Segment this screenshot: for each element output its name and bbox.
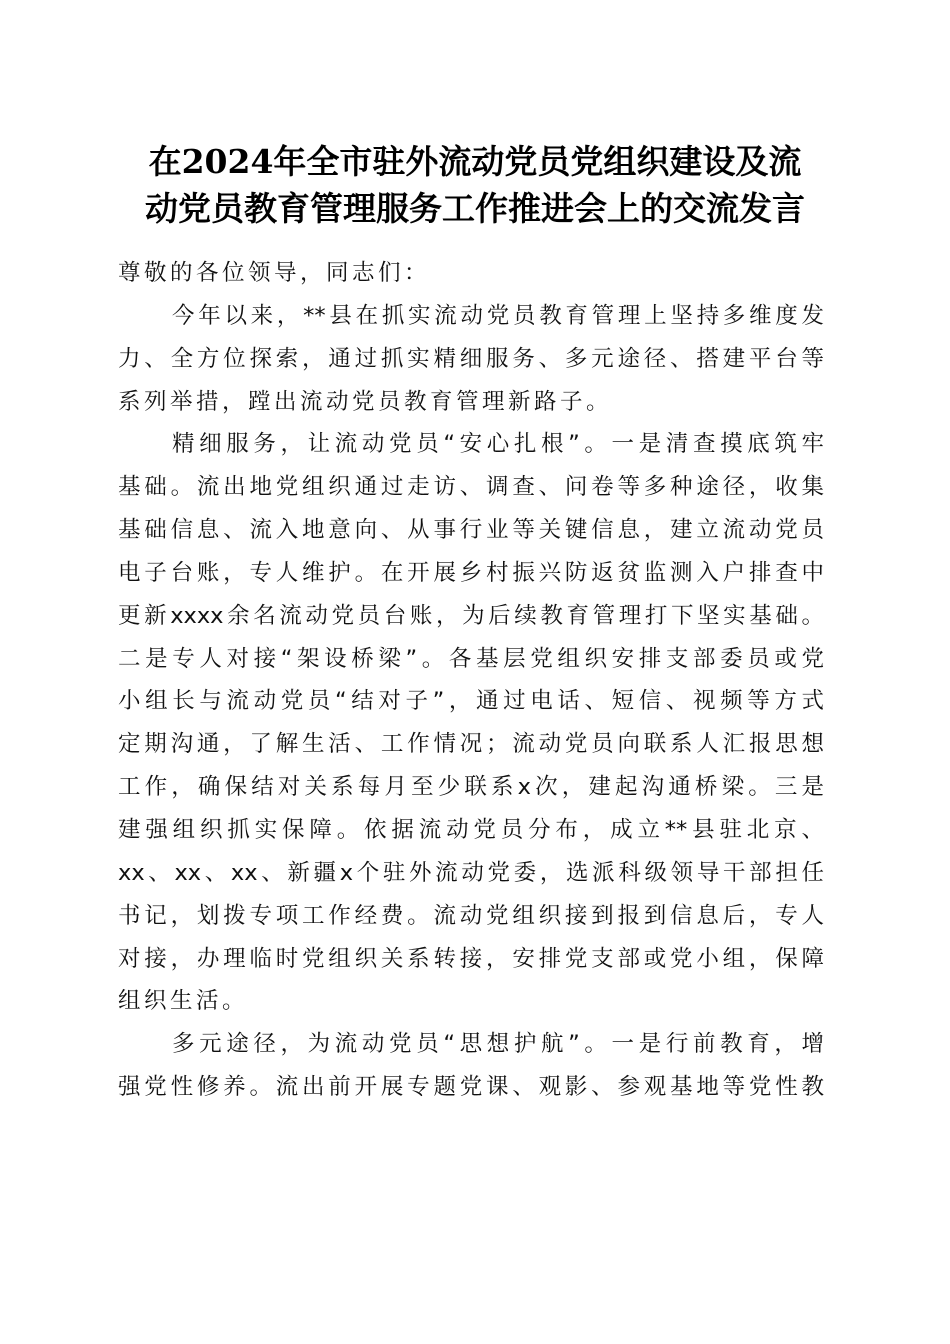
text-line: 工作，确保结对关系每月至少联系x次，建起沟通桥梁。三是	[118, 774, 824, 801]
text-line: 建强组织抓实保障。依据流动党员分布，成立**县驻北京、	[118, 816, 824, 843]
document-body	[118, 252, 824, 1109]
text-line: 定期沟通，了解生活、工作情况；流动党员向联系人汇报思想	[118, 731, 824, 758]
text-line: 组织生活。	[118, 988, 249, 1015]
text-line: 小组长与流动党员“结对子”，通过电话、短信、视频等方式	[118, 688, 824, 715]
text-line: 力、全方位探索，通过抓实精细服务、多元途径、搭建平台等	[118, 345, 824, 372]
salutation: 尊敬的各位领导，同志们：	[118, 260, 431, 286]
title-line-2: 动党员教育管理服务工作推进会上的交流发言	[145, 189, 805, 228]
text-line: 强党性修养。流出前开展专题党课、观影、参观基地等党性教	[118, 1074, 824, 1101]
text-line: 系列举措，蹚出流动党员教育管理新路子。	[118, 388, 613, 415]
body-paragraphs	[118, 295, 824, 1109]
text-line: 精细服务，让流动党员“安心扎根”。一是清查摸底筑牢	[172, 431, 824, 458]
title-line-1: 在2024年全市驻外流动党员党组织建设及流	[148, 142, 802, 181]
text-line: 今年以来，**县在抓实流动党员教育管理上坚持多维度发	[172, 302, 824, 329]
text-line: 电子台账，专人维护。在开展乡村振兴防返贫监测入户排查中	[118, 559, 824, 586]
text-line: 多元途径，为流动党员“思想护航”。一是行前教育，增	[172, 1031, 824, 1058]
text-line: 更新xxxx余名流动党员台账，为后续教育管理打下坚实基础。	[118, 602, 824, 629]
text-line: 二是专人对接“架设桥梁”。各基层党组织安排支部委员或党	[118, 645, 824, 672]
text-line: 基础信息、流入地意向、从事行业等关键信息，建立流动党员	[118, 517, 824, 544]
document-title	[100, 138, 850, 232]
text-line: xx、xx、xx、新疆x个驻外流动党委，选派科级领导干部担任	[118, 859, 824, 886]
text-line: 对接，办理临时党组织关系转接，安排党支部或党小组，保障	[118, 945, 824, 972]
text-line: 书记，划拨专项工作经费。流动党组织接到报到信息后，专人	[118, 902, 824, 929]
text-line: 基础。流出地党组织通过走访、调查、问卷等多种途径，收集	[118, 474, 824, 501]
